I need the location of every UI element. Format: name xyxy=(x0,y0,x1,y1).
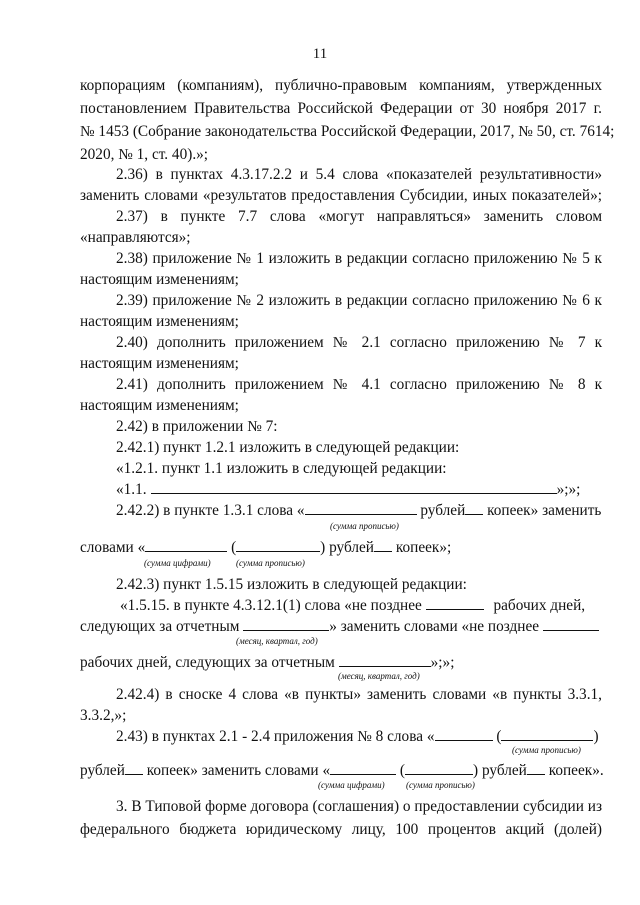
text-line: 2.38) приложение № 1 изложить в редакции согласно приложению № 5 к xyxy=(116,250,602,267)
text-fragment: ) рублей xyxy=(473,762,527,779)
text-line: федерального бюджета юридическому лицу, 100 процентов акций (долей) xyxy=(80,821,602,838)
text-line: 3. В Типовой форме договора (соглашения) о предоставлении субсидии из xyxy=(116,798,602,815)
text-fragment: ( xyxy=(231,539,237,556)
blank-line xyxy=(374,539,392,552)
caption: (сумма цифрами) xyxy=(318,780,385,790)
text-fragment: копеек» заменить xyxy=(487,502,602,519)
text-line: «направляются»; xyxy=(80,229,191,246)
text-line: заменить словами «результатов предоставления Субсидии, иных показателей»; xyxy=(80,187,602,204)
text-line: 2.40) дополнить приложением № 2.1 согласно приложению № 7 к xyxy=(116,334,602,351)
text-line: 2020, № 1, ст. 40).»; xyxy=(80,146,209,163)
text-line: 2.39) приложение № 2 изложить в редакции согласно приложению № 6 к xyxy=(116,292,602,309)
caption: (месяц, квартал, год) xyxy=(338,671,420,681)
text-fragment: копеек» заменить словами « xyxy=(146,762,331,779)
text-fragment: »;»; xyxy=(556,481,581,498)
blank-line xyxy=(527,762,545,775)
text-line: № 1453 (Собрание законодательства Российской Федерации, 2017, № 50, ст. 7614; xyxy=(80,123,615,140)
text-line: 2.42.1) пункт 1.2.1 изложить в следующей редакции: xyxy=(116,439,460,456)
text-line: 2.42.3) пункт 1.5.15 изложить в следующей редакции: xyxy=(116,576,467,593)
text-fragment: » заменить словами «не позднее xyxy=(329,618,540,635)
blank-line xyxy=(465,502,483,515)
caption: (сумма прописью) xyxy=(330,521,399,531)
text-line xyxy=(80,539,602,557)
text-line: настоящим изменениям; xyxy=(80,355,239,372)
text-fragment: следующих за отчетным xyxy=(80,618,240,635)
caption: (сумма прописью) xyxy=(406,780,475,790)
text-line xyxy=(80,762,602,780)
text-line: «1.2.1. пункт 1.1 изложить в следующей редакции: xyxy=(116,460,447,477)
blank-line xyxy=(243,618,329,631)
blank-line xyxy=(125,762,143,775)
text-line: 2.41) дополнить приложением № 4.1 согласно приложению № 8 к xyxy=(116,376,602,393)
blank-line xyxy=(543,618,599,631)
blank-line xyxy=(305,502,417,515)
text-line: 2.36) в пунктах 4.3.17.2.2 и 5.4 слова «показателей результативности» xyxy=(116,166,602,183)
blank-line xyxy=(236,539,320,552)
blank-line xyxy=(501,728,593,741)
blank-line xyxy=(330,762,396,775)
text-fragment: «1.5.15. в пункте 4.3.12.1(1) слова «не позднее xyxy=(120,597,422,614)
text-line: настоящим изменениям; xyxy=(80,313,239,330)
text-line xyxy=(116,502,602,520)
text-fragment: копеек». xyxy=(548,762,604,779)
text-fragment: 2.43) в пунктах 2.1 - 2.4 приложения № 8 слова « xyxy=(116,728,435,745)
text-fragment: ( xyxy=(496,728,502,745)
text-fragment: «1.1. xyxy=(116,481,147,498)
caption: (сумма цифрами) xyxy=(144,558,211,568)
blank-line xyxy=(405,762,473,775)
blank-line xyxy=(426,597,484,610)
blank-line xyxy=(339,654,431,667)
caption: (сумма прописью) xyxy=(236,558,305,568)
caption: (сумма прописью) xyxy=(512,745,581,755)
text-line: постановлением Правительства Российской Федерации от 30 ноября 2017 г. xyxy=(80,100,602,117)
text-line: 2.37) в пункте 7.7 слова «могут направляться» заменить словом xyxy=(116,208,602,225)
blank-line xyxy=(145,539,227,552)
caption: (месяц, квартал, год) xyxy=(236,636,318,646)
text-fragment: 2.42.2) в пункте 1.3.1 слова « xyxy=(116,502,305,519)
text-fragment: рабочих дней, xyxy=(493,597,586,614)
text-fragment: ) рублей xyxy=(320,539,374,556)
text-fragment: ) xyxy=(593,728,599,745)
text-fragment: рублей xyxy=(80,762,125,779)
text-fragment: рабочих дней, следующих за отчетным xyxy=(80,654,335,671)
text-line xyxy=(80,654,602,672)
text-line: 2.42.4) в сноске 4 слова «в пункты» заменить словами «в пункты 3.3.1, xyxy=(116,686,602,703)
text-line: корпорациям (компаниям), публично-правовым компаниям, утвержденных xyxy=(80,77,602,94)
text-line xyxy=(120,597,602,615)
text-line: 3.3.2,»; xyxy=(80,707,127,724)
text-line: настоящим изменениям; xyxy=(80,271,239,288)
text-fragment: ( xyxy=(399,762,406,779)
text-line: настоящим изменениям; xyxy=(80,397,239,414)
text-fragment: рублей xyxy=(420,502,466,519)
text-fragment: копеек»; xyxy=(395,539,452,556)
page-number: 11 xyxy=(312,46,328,62)
text-line xyxy=(116,481,602,499)
text-line xyxy=(116,728,602,746)
blank-line xyxy=(435,728,493,741)
text-line: 2.42) в приложении № 7: xyxy=(116,418,278,435)
text-fragment: »;»; xyxy=(430,654,455,671)
text-fragment: словами « xyxy=(80,539,146,556)
text-line xyxy=(80,618,602,636)
blank-line xyxy=(151,481,557,494)
